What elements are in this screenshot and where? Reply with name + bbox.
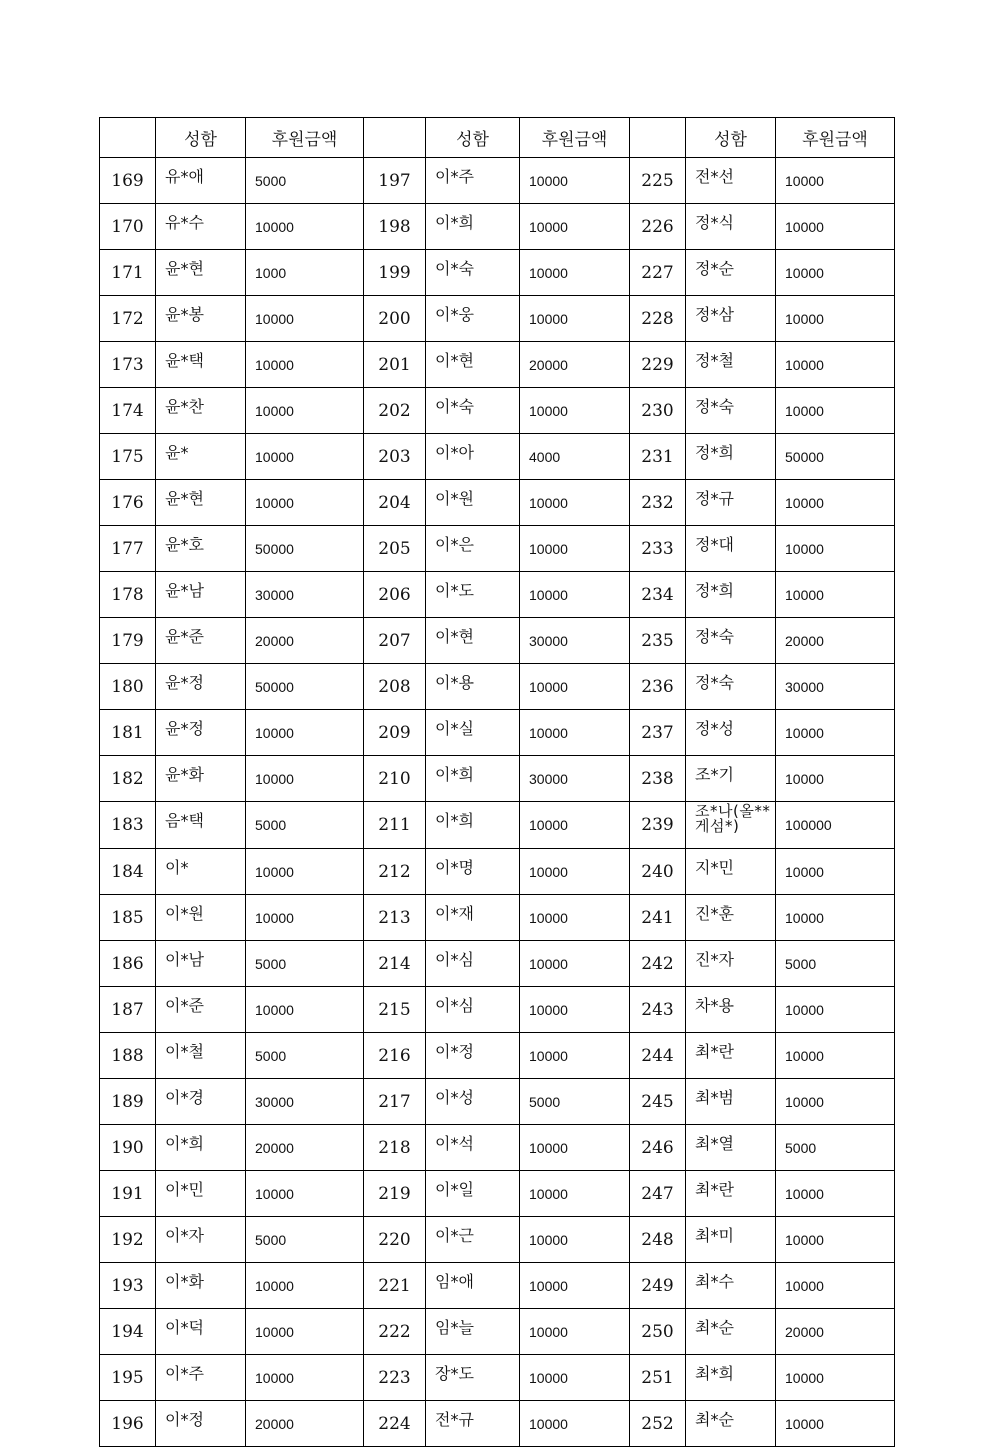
row-number: 223: [364, 1355, 426, 1401]
donor-name: 윤*준: [156, 618, 246, 664]
donor-name: 이*남: [156, 941, 246, 987]
donation-amount: 20000: [776, 618, 895, 664]
row-number: 208: [364, 664, 426, 710]
table-row: [100, 710, 895, 756]
row-number: 187: [100, 987, 156, 1033]
row-number: 188: [100, 1033, 156, 1079]
donation-amount: 5000: [246, 802, 364, 849]
row-number: 239: [630, 802, 686, 849]
row-number: 172: [100, 296, 156, 342]
donation-amount: 10000: [776, 296, 895, 342]
donation-amount: 10000: [520, 480, 630, 526]
donor-name: 이*숙: [426, 250, 520, 296]
row-number: 192: [100, 1217, 156, 1263]
row-number: 189: [100, 1079, 156, 1125]
number-header: [630, 118, 686, 158]
donation-amount: 10000: [520, 1171, 630, 1217]
donor-name: 이*희: [426, 756, 520, 802]
donation-amount: 10000: [246, 1355, 364, 1401]
table-row: [100, 618, 895, 664]
row-number: 174: [100, 388, 156, 434]
row-number: 195: [100, 1355, 156, 1401]
donation-amount: 10000: [520, 664, 630, 710]
row-number: 194: [100, 1309, 156, 1355]
donation-amount: 10000: [520, 941, 630, 987]
donor-name: 이*명: [426, 849, 520, 895]
donation-amount: 4000: [520, 434, 630, 480]
table-body: [100, 158, 895, 1447]
row-number: 176: [100, 480, 156, 526]
number-header: [364, 118, 426, 158]
donor-name: 윤*봉: [156, 296, 246, 342]
row-number: 241: [630, 895, 686, 941]
donor-name: 임*늘: [426, 1309, 520, 1355]
row-number: 231: [630, 434, 686, 480]
row-number: 233: [630, 526, 686, 572]
row-number: 183: [100, 802, 156, 849]
donor-name: 이*정: [426, 1033, 520, 1079]
donation-amount: 10000: [520, 1355, 630, 1401]
donation-amount: 10000: [246, 756, 364, 802]
donation-amount: 5000: [246, 158, 364, 204]
row-number: 212: [364, 849, 426, 895]
donor-name: 최*순: [686, 1309, 776, 1355]
donor-name: 이*현: [426, 618, 520, 664]
row-number: 238: [630, 756, 686, 802]
donor-name: 이*심: [426, 987, 520, 1033]
donation-amount: 50000: [776, 434, 895, 480]
donor-name: 이*은: [426, 526, 520, 572]
donor-name: 최*순: [686, 1401, 776, 1447]
donation-amount: 10000: [520, 1401, 630, 1447]
donor-name: 이*희: [426, 802, 520, 849]
donation-amount: 10000: [520, 1033, 630, 1079]
donor-name: 정*성: [686, 710, 776, 756]
donation-amount: 10000: [246, 480, 364, 526]
donor-name: 이*숙: [426, 388, 520, 434]
donation-amount: 10000: [776, 158, 895, 204]
donation-amount: 20000: [246, 618, 364, 664]
row-number: 216: [364, 1033, 426, 1079]
donation-amount: 5000: [246, 1217, 364, 1263]
donor-name: 진*자: [686, 941, 776, 987]
donor-name: 조*기: [686, 756, 776, 802]
table-row: [100, 1309, 895, 1355]
table-row: [100, 987, 895, 1033]
donation-amount: 10000: [520, 296, 630, 342]
row-number: 207: [364, 618, 426, 664]
donor-name: 지*민: [686, 849, 776, 895]
donor-name: 이*원: [426, 480, 520, 526]
donation-amount: 50000: [246, 664, 364, 710]
table-row: [100, 342, 895, 388]
donor-name: 이*웅: [426, 296, 520, 342]
row-number: 185: [100, 895, 156, 941]
donor-name: 정*규: [686, 480, 776, 526]
row-number: 213: [364, 895, 426, 941]
donation-amount: 10000: [776, 1263, 895, 1309]
row-number: 184: [100, 849, 156, 895]
row-number: 222: [364, 1309, 426, 1355]
donation-amount: 10000: [520, 987, 630, 1033]
number-header: [100, 118, 156, 158]
table-row: [100, 296, 895, 342]
row-number: 193: [100, 1263, 156, 1309]
row-number: 237: [630, 710, 686, 756]
table-row: [100, 756, 895, 802]
table-row: [100, 204, 895, 250]
table-row: [100, 158, 895, 204]
donor-name: 이*성: [426, 1079, 520, 1125]
donor-name: 정*숙: [686, 664, 776, 710]
name-header: 성함: [686, 118, 776, 158]
row-number: 179: [100, 618, 156, 664]
donation-amount: 10000: [776, 1079, 895, 1125]
donor-name: 최*희: [686, 1355, 776, 1401]
table-row: [100, 434, 895, 480]
donation-amount: 10000: [776, 480, 895, 526]
donation-amount: 10000: [246, 1263, 364, 1309]
donation-amount: 30000: [520, 756, 630, 802]
table-row: [100, 664, 895, 710]
donation-amount: 1000: [246, 250, 364, 296]
donation-amount: 10000: [776, 849, 895, 895]
donation-amount: 20000: [246, 1401, 364, 1447]
donor-name: 이*도: [426, 572, 520, 618]
row-number: 196: [100, 1401, 156, 1447]
donor-name: 이*화: [156, 1263, 246, 1309]
donation-amount: 10000: [520, 710, 630, 756]
donation-amount: 5000: [246, 941, 364, 987]
row-number: 224: [364, 1401, 426, 1447]
donor-name: 이*심: [426, 941, 520, 987]
table-row: [100, 941, 895, 987]
amount-header: 후원금액: [520, 118, 630, 158]
donation-amount: 10000: [246, 987, 364, 1033]
donation-amount: 30000: [246, 1079, 364, 1125]
row-number: 178: [100, 572, 156, 618]
donor-name: 음*택: [156, 802, 246, 849]
donor-name: 이*철: [156, 1033, 246, 1079]
name-header: 성함: [426, 118, 520, 158]
row-number: 170: [100, 204, 156, 250]
donation-amount: 10000: [520, 388, 630, 434]
table-row: [100, 849, 895, 895]
amount-header: 후원금액: [246, 118, 364, 158]
donation-amount: 10000: [776, 1401, 895, 1447]
donor-name: 이*: [156, 849, 246, 895]
donation-amount: 5000: [246, 1033, 364, 1079]
donation-amount: 10000: [246, 1309, 364, 1355]
donation-amount: 10000: [520, 849, 630, 895]
row-number: 225: [630, 158, 686, 204]
donor-name: 전*규: [426, 1401, 520, 1447]
donor-name: 이*실: [426, 710, 520, 756]
donation-amount: 10000: [520, 158, 630, 204]
row-number: 171: [100, 250, 156, 296]
donation-amount: 10000: [520, 526, 630, 572]
row-number: 215: [364, 987, 426, 1033]
donation-amount: 20000: [776, 1309, 895, 1355]
donation-amount: 10000: [246, 296, 364, 342]
table-row: [100, 1263, 895, 1309]
donation-amount: 5000: [776, 941, 895, 987]
table-row: [100, 1401, 895, 1447]
donor-name: 이*아: [426, 434, 520, 480]
donation-amount: 10000: [246, 895, 364, 941]
row-number: 190: [100, 1125, 156, 1171]
row-number: 169: [100, 158, 156, 204]
donation-amount: 10000: [776, 710, 895, 756]
donor-name: 이*경: [156, 1079, 246, 1125]
row-number: 242: [630, 941, 686, 987]
donor-name: 정*숙: [686, 618, 776, 664]
row-number: 219: [364, 1171, 426, 1217]
row-number: 250: [630, 1309, 686, 1355]
donation-amount: 10000: [520, 572, 630, 618]
row-number: 221: [364, 1263, 426, 1309]
name-header: 성함: [156, 118, 246, 158]
donor-name: 윤*택: [156, 342, 246, 388]
donation-amount: 30000: [776, 664, 895, 710]
row-number: 211: [364, 802, 426, 849]
donation-amount: 10000: [520, 895, 630, 941]
table-row: [100, 1355, 895, 1401]
donor-name: 이*희: [156, 1125, 246, 1171]
donor-name: 유*수: [156, 204, 246, 250]
donation-amount: 10000: [776, 250, 895, 296]
donation-amount: 10000: [520, 1263, 630, 1309]
donation-amount: 10000: [246, 849, 364, 895]
donor-name: 정*숙: [686, 388, 776, 434]
donor-name: 이*정: [156, 1401, 246, 1447]
donor-name: 이*주: [156, 1355, 246, 1401]
row-number: 235: [630, 618, 686, 664]
donation-amount: 10000: [776, 1033, 895, 1079]
table-row: [100, 480, 895, 526]
row-number: 206: [364, 572, 426, 618]
row-number: 232: [630, 480, 686, 526]
donor-name: 윤*화: [156, 756, 246, 802]
row-number: 240: [630, 849, 686, 895]
donation-amount: 10000: [776, 204, 895, 250]
row-number: 191: [100, 1171, 156, 1217]
row-number: 236: [630, 664, 686, 710]
donor-name: 이*자: [156, 1217, 246, 1263]
donor-name: 윤*현: [156, 250, 246, 296]
donation-amount: 10000: [246, 710, 364, 756]
row-number: 220: [364, 1217, 426, 1263]
table-row: [100, 1033, 895, 1079]
donor-name: 정*식: [686, 204, 776, 250]
donor-name: 윤*: [156, 434, 246, 480]
donor-name: 정*희: [686, 434, 776, 480]
donor-name: 조*나(올**게섬*): [686, 802, 776, 849]
donor-name: 정*철: [686, 342, 776, 388]
row-number: 226: [630, 204, 686, 250]
donation-amount: 10000: [520, 204, 630, 250]
donation-amount: 10000: [246, 388, 364, 434]
donor-name: 진*훈: [686, 895, 776, 941]
header-row: [100, 118, 895, 158]
donor-name: 윤*남: [156, 572, 246, 618]
donor-name: 정*희: [686, 572, 776, 618]
row-number: 201: [364, 342, 426, 388]
donor-name: 이*근: [426, 1217, 520, 1263]
donor-name: 차*용: [686, 987, 776, 1033]
donation-amount: 10000: [246, 1171, 364, 1217]
donor-name: 최*범: [686, 1079, 776, 1125]
donor-name: 정*대: [686, 526, 776, 572]
donor-name: 윤*호: [156, 526, 246, 572]
donation-amount: 10000: [776, 572, 895, 618]
table-row: [100, 526, 895, 572]
row-number: 247: [630, 1171, 686, 1217]
donor-name: 최*열: [686, 1125, 776, 1171]
donation-amount: 10000: [246, 434, 364, 480]
row-number: 210: [364, 756, 426, 802]
amount-header: 후원금액: [776, 118, 895, 158]
row-number: 248: [630, 1217, 686, 1263]
donor-name: 정*삼: [686, 296, 776, 342]
donor-name: 이*일: [426, 1171, 520, 1217]
row-number: 205: [364, 526, 426, 572]
table-row: [100, 895, 895, 941]
donation-amount: 10000: [246, 204, 364, 250]
row-number: 243: [630, 987, 686, 1033]
donor-name: 최*수: [686, 1263, 776, 1309]
row-number: 173: [100, 342, 156, 388]
table-row: [100, 388, 895, 434]
donor-name: 최*란: [686, 1033, 776, 1079]
donor-table: [99, 117, 895, 1447]
row-number: 182: [100, 756, 156, 802]
donation-amount: 10000: [776, 987, 895, 1033]
row-number: 230: [630, 388, 686, 434]
donation-amount: 20000: [520, 342, 630, 388]
table-row: [100, 802, 895, 849]
row-number: 218: [364, 1125, 426, 1171]
donation-amount: 50000: [246, 526, 364, 572]
donor-name: 이*현: [426, 342, 520, 388]
donation-amount: 10000: [776, 342, 895, 388]
donor-name: 장*도: [426, 1355, 520, 1401]
row-number: 252: [630, 1401, 686, 1447]
donation-amount: 10000: [776, 1171, 895, 1217]
table-row: [100, 1079, 895, 1125]
donor-name: 최*란: [686, 1171, 776, 1217]
donation-amount: 100000: [776, 802, 895, 849]
donation-amount: 10000: [776, 1217, 895, 1263]
donation-amount: 5000: [776, 1125, 895, 1171]
donor-name: 전*선: [686, 158, 776, 204]
row-number: 199: [364, 250, 426, 296]
row-number: 249: [630, 1263, 686, 1309]
donor-name: 윤*정: [156, 664, 246, 710]
donation-amount: 10000: [776, 895, 895, 941]
row-number: 229: [630, 342, 686, 388]
donor-name: 윤*찬: [156, 388, 246, 434]
row-number: 198: [364, 204, 426, 250]
donation-amount: 10000: [776, 756, 895, 802]
table-row: [100, 1125, 895, 1171]
row-number: 181: [100, 710, 156, 756]
donation-amount: 20000: [246, 1125, 364, 1171]
row-number: 244: [630, 1033, 686, 1079]
donation-amount: 10000: [520, 1309, 630, 1355]
row-number: 228: [630, 296, 686, 342]
row-number: 204: [364, 480, 426, 526]
donor-name: 최*미: [686, 1217, 776, 1263]
table-row: [100, 250, 895, 296]
donor-name: 이*희: [426, 204, 520, 250]
donation-amount: 10000: [520, 1125, 630, 1171]
row-number: 245: [630, 1079, 686, 1125]
row-number: 186: [100, 941, 156, 987]
donation-amount: 10000: [520, 250, 630, 296]
donation-amount: 10000: [776, 388, 895, 434]
row-number: 197: [364, 158, 426, 204]
row-number: 227: [630, 250, 686, 296]
row-number: 175: [100, 434, 156, 480]
row-number: 234: [630, 572, 686, 618]
donor-name: 윤*현: [156, 480, 246, 526]
row-number: 209: [364, 710, 426, 756]
donor-name: 이*준: [156, 987, 246, 1033]
donor-name: 윤*정: [156, 710, 246, 756]
donor-name: 이*용: [426, 664, 520, 710]
row-number: 200: [364, 296, 426, 342]
donor-name: 정*순: [686, 250, 776, 296]
donor-name: 이*원: [156, 895, 246, 941]
row-number: 251: [630, 1355, 686, 1401]
row-number: 246: [630, 1125, 686, 1171]
donation-amount: 10000: [776, 1355, 895, 1401]
donor-name: 이*석: [426, 1125, 520, 1171]
donation-amount: 30000: [246, 572, 364, 618]
row-number: 177: [100, 526, 156, 572]
donor-name: 이*주: [426, 158, 520, 204]
donation-amount: 10000: [246, 342, 364, 388]
donor-name: 이*민: [156, 1171, 246, 1217]
donor-name: 유*애: [156, 158, 246, 204]
row-number: 203: [364, 434, 426, 480]
row-number: 180: [100, 664, 156, 710]
table-row: [100, 1171, 895, 1217]
donation-amount: 30000: [520, 618, 630, 664]
donor-name: 임*애: [426, 1263, 520, 1309]
table-row: [100, 572, 895, 618]
donation-amount: 10000: [520, 1217, 630, 1263]
row-number: 217: [364, 1079, 426, 1125]
donation-amount: 5000: [520, 1079, 630, 1125]
table-row: [100, 1217, 895, 1263]
donor-name: 이*재: [426, 895, 520, 941]
donor-name: 이*덕: [156, 1309, 246, 1355]
donation-amount: 10000: [776, 526, 895, 572]
row-number: 214: [364, 941, 426, 987]
row-number: 202: [364, 388, 426, 434]
donation-amount: 10000: [520, 802, 630, 849]
